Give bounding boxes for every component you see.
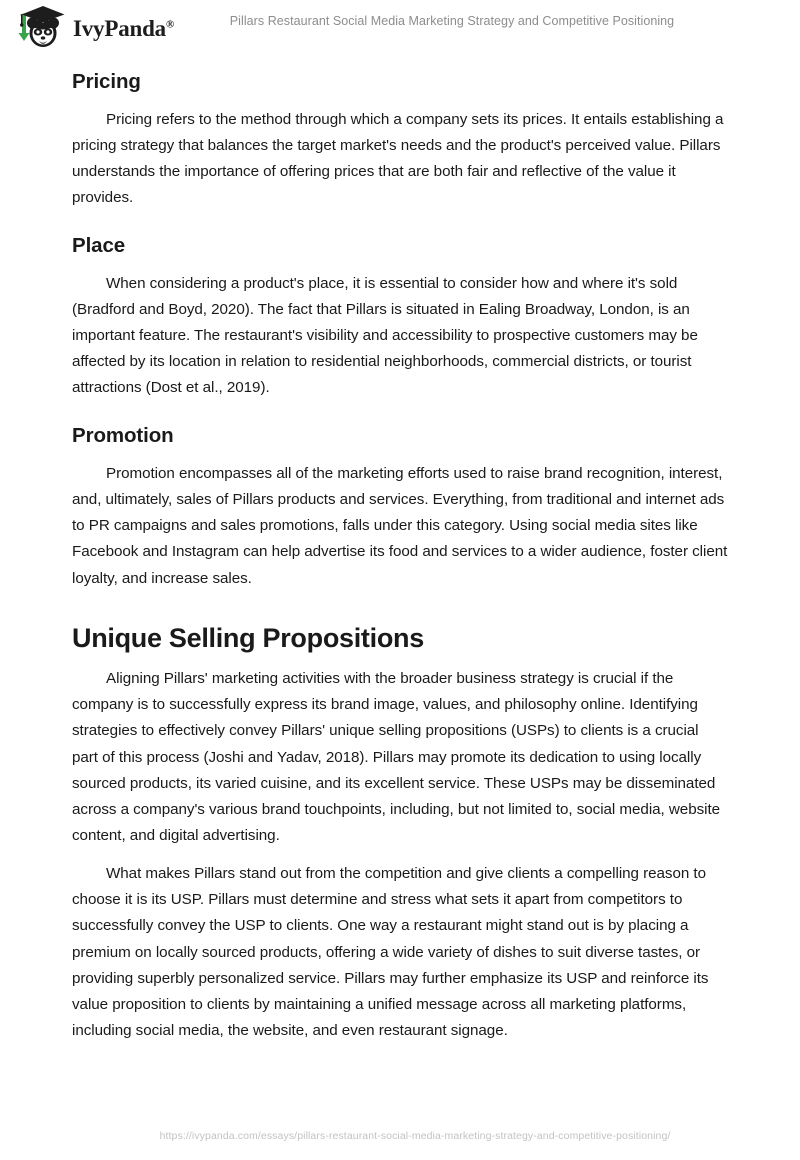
paragraph-usp-1: Aligning Pillars' marketing activities with the broader business strategy is crucial if the company is to successfully express its brand image, values, and philosophy online. Identifying strategies to effectively convey Pillars' unique selling propositions (USPs) to clients is a crucial part of this process (Joshi and Yadav, 2018). Pillars may promote its dedication to using locally sourced products, its varied cuisine, and its excellent service. These USPs may be disseminated across a company's various brand touchpoints, including, but not limited to, social media, website content, and digital advertising. [72,670,721,844]
brand-name-text: IvyPanda [73,15,166,41]
brand-logo[interactable] [14,5,174,51]
heading-unique-selling-propositions: Unique Selling Propositions [72,622,424,653]
section-promotion [72,424,728,591]
page-header [0,0,800,56]
section-unique-selling-propositions [72,622,728,1044]
section-place [72,234,728,401]
paragraph-usp-2: What makes Pillars stand out from the competition and give clients a compelling reason to choose it is its USP. Pillars must determine and stress what sets it apart from competitors to successfully convey the USP to clients. One way a restaurant might stand out is by placing a premium on locally sourced products, offering a wide variety of dishes to suit diverse tastes, or providing superbly personalized service. Pillars may further emphasize its USP and reinforce its value proposition to clients by maintaining a unified message across all marketing platforms, including social media, the website, and even restaurant signage. [72,865,709,1039]
heading-promotion: Promotion [72,424,174,448]
heading-pricing: Pricing [72,70,141,93]
document-content [72,62,728,1044]
page-footer [0,1126,800,1144]
panda-graduate-icon [14,5,66,51]
paragraph-promotion-1: Promotion encompasses all of the marketing efforts used to raise brand recognition, interest, and, ultimately, sales of Pillars products and services. Everything, from traditional and internet ads to PR campaigns and sales promotions, falls under this category. Using social media sites like Facebook and Instagram can help advertise its food and services to a wider audience, foster client loyalty, and increase sales. [72,465,728,587]
registered-trademark-icon: ® [165,17,175,30]
paragraph-pricing-1: Pricing refers to the method through which a company sets its prices. It entails establishing a pricing strategy that balances the target market's needs and the product's perceived value. Pillars understands the importance of offering prices that are both fair and reflective of the value it provides. [72,110,724,207]
source-url[interactable]: https://ivypanda.com/essays/pillars-restaurant-social-media-marketing-strategy-and-competitive-positioning/ [159,1130,671,1142]
document-header-title: Pillars Restaurant Social Media Marketing Strategy and Competitive Positioning [229,14,675,28]
section-pricing [72,70,728,211]
heading-place: Place [72,234,126,258]
paragraph-place-1: When considering a product's place, it is essential to consider how and where it's sold (Bradford and Boyd, 2020). The fact that Pillars is situated in Ealing Broadway, London, is an important feature. The restaurant's visibility and accessibility to prospective customers may be affected by its location in relation to residential neighborhoods, commercial districts, or tourist attractions (Dost et al., 2019). [72,274,698,397]
